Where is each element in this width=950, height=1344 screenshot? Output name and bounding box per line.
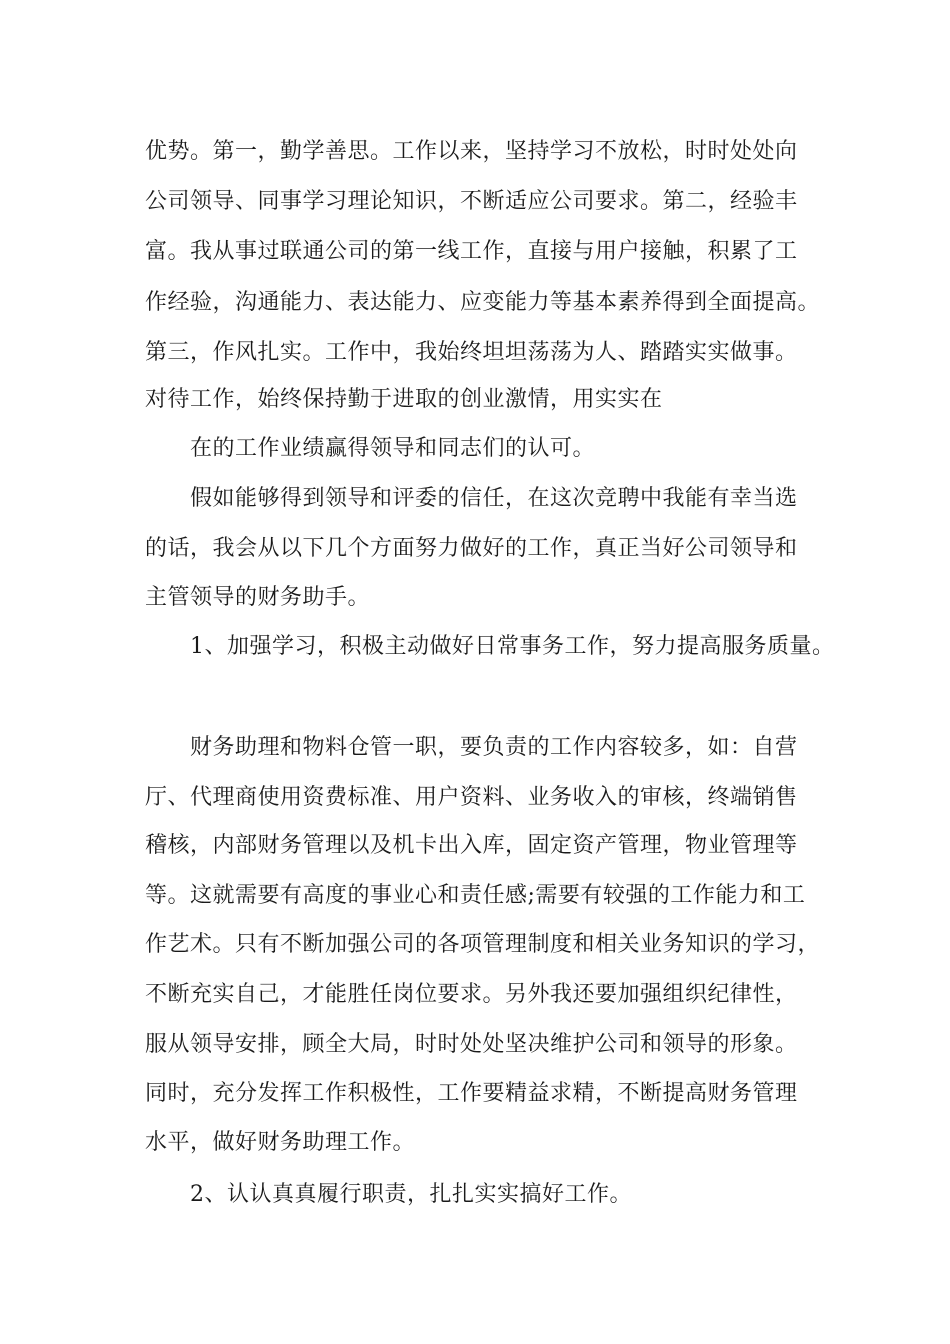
list-item-heading: 2、认认真真履行职责，扎扎实实搞好工作。 — [190, 1182, 632, 1207]
text-line: 优势。第一，勤学善思。工作以来，坚持学习不放松，时时处处向 — [145, 139, 798, 164]
text-line: 同时，充分发挥工作积极性，工作要精益求精，不断提高财务管理 — [145, 1081, 798, 1106]
text-line: 主管领导的财务助手。 — [145, 585, 371, 610]
list-item-heading: 1、加强学习，积极主动做好日常事务工作，努力提高服务质量。 — [190, 634, 835, 659]
text-line: 对待工作，始终保持勤于进取的创业激情，用实实在 — [145, 387, 663, 412]
text-line: 等。这就需要有高度的事业心和责任感;需要有较强的工作能力和工 — [145, 883, 806, 908]
paragraph-start: 假如能够得到领导和评委的信任，在这次竞聘中我能有幸当选 — [190, 486, 798, 511]
text-line: 水平，做好财务助理工作。 — [145, 1130, 416, 1155]
text-line: 第三，作风扎实。工作中，我始终坦坦荡荡为人、踏踏实实做事。 — [145, 340, 798, 365]
text-line: 服从领导安排，顾全大局，时时处处坚决维护公司和领导的形象。 — [145, 1032, 798, 1057]
text-line: 作艺术。只有不断加强公司的各项管理制度和相关业务知识的学习， — [145, 932, 821, 957]
text-line: 不断充实自己，才能胜任岗位要求。另外我还要加强组织纪律性， — [145, 982, 798, 1007]
text-line: 稽核，内部财务管理以及机卡出入库，固定资产管理，物业管理等 — [145, 833, 798, 858]
text-line: 厅、代理商使用资费标准、用户资料、业务收入的审核，终端销售 — [145, 785, 798, 810]
text-line: 富。我从事过联通公司的第一线工作，直接与用户接触，积累了工 — [145, 239, 798, 264]
text-line: 作经验，沟通能力、表达能力、应变能力等基本素养得到全面提高。 — [145, 290, 821, 315]
text-line: 公司领导、同事学习理论知识，不断适应公司要求。第二，经验丰 — [145, 189, 798, 214]
paragraph-start: 财务助理和物料仓管一职，要负责的工作内容较多，如：自营 — [190, 735, 798, 760]
text-line: 在的工作业绩赢得领导和同志们的认可。 — [190, 436, 596, 461]
text-line: 的话，我会从以下几个方面努力做好的工作，真正当好公司领导和 — [145, 536, 798, 561]
